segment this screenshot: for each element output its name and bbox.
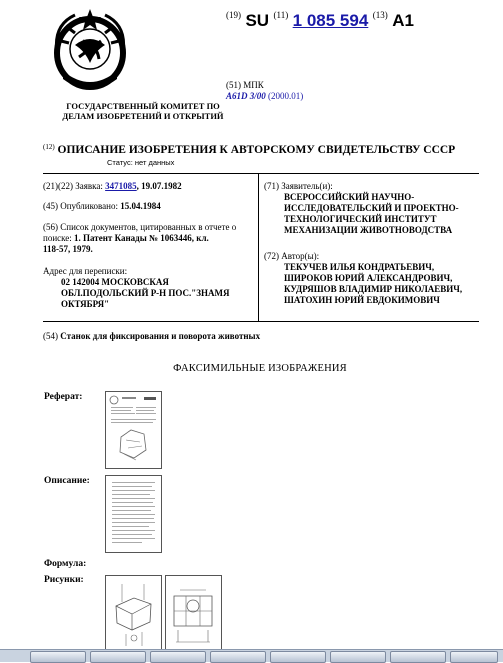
application-label: (21)(22) Заявка: xyxy=(43,181,103,191)
drawing-thumbnail-2[interactable] xyxy=(165,575,222,651)
author-name: КУДРЯШОВ ВЛАДИМИР НИКОЛАЕВИЧ, xyxy=(284,284,463,294)
cited-line: (56) Список документов, цитированных в отчете о xyxy=(43,222,237,232)
title-text: ОПИСАНИЕ ИЗОБРЕТЕНИЯ К АВТОРСКОМУ СВИДЕТЕЛЬСТВУ СССР xyxy=(57,144,456,156)
application-date: , 19.07.1982 xyxy=(136,181,182,191)
applicant-line: ИССЛЕДОВАТЕЛЬСКИЙ И ПРОЕКТНО- xyxy=(284,203,459,213)
drawings-label: Рисунки: xyxy=(44,575,84,585)
address-label: Адрес для переписки: xyxy=(43,266,128,276)
code-54: (54) xyxy=(43,331,58,341)
address-line: ОКТЯБРЯ" xyxy=(61,299,110,309)
mpk-code-link[interactable]: A61D 3/00 xyxy=(226,91,266,101)
author-info xyxy=(264,251,479,306)
formula-label: Формула: xyxy=(44,559,87,569)
invention-title: Станок для фиксирования и поворота животных xyxy=(60,331,261,341)
applicant-line: МЕХАНИЗАЦИИ ЖИВОТНОВОДСТВА xyxy=(284,225,453,235)
document-title xyxy=(43,143,455,156)
application-info xyxy=(43,181,253,192)
mpk-label: (51) МПК xyxy=(226,80,264,90)
ussr-emblem-icon xyxy=(45,5,135,97)
cited-patent-class: 118-57, 1979. xyxy=(43,244,93,254)
invention-name xyxy=(43,331,260,341)
committee-line: ДЕЛАМ ИЗОБРЕТЕНИЙ И ОТКРЫТИЙ xyxy=(62,111,224,121)
applicant-label: (71) Заявитель(и): xyxy=(264,181,333,191)
taskbar-button[interactable] xyxy=(270,651,326,663)
applicant-line: ТЕХНОЛОГИЧЕСКИЙ ИНСТИТУТ xyxy=(284,214,437,224)
patent-header xyxy=(226,10,414,31)
taskbar-button[interactable] xyxy=(450,651,498,663)
mpk-edition-link[interactable]: (2000.01) xyxy=(268,91,304,101)
taskbar-button[interactable] xyxy=(150,651,206,663)
abstract-label: Реферат: xyxy=(44,392,83,402)
application-number-link[interactable]: 3471085 xyxy=(105,181,137,191)
country-code: SU xyxy=(245,11,270,30)
taskbar-button[interactable] xyxy=(90,651,146,663)
code-19: (19) xyxy=(226,10,241,20)
applicant-info xyxy=(264,181,479,236)
taskbar-button[interactable] xyxy=(30,651,86,663)
correspondence-address xyxy=(43,266,253,310)
description-thumbnail[interactable] xyxy=(105,475,162,553)
taskbar-button[interactable] xyxy=(210,651,266,663)
mpk-block xyxy=(226,80,303,102)
published-date: 15.04.1984 xyxy=(120,201,161,211)
kind-code: A1 xyxy=(392,11,414,30)
table-top-border xyxy=(43,173,479,174)
published-info xyxy=(43,201,253,212)
table-divider xyxy=(258,173,259,321)
description-label: Описание: xyxy=(44,476,90,486)
abstract-thumbnail[interactable] xyxy=(105,391,162,469)
cited-patent: 1. Патент Канады № 1063446, кл. xyxy=(74,233,209,243)
committee-name xyxy=(58,101,228,121)
author-name: ШАТОХИН ЮРИЙ ЕВДОКИМОВИЧ xyxy=(284,295,440,305)
taskbar-button[interactable] xyxy=(390,651,446,663)
author-name: ТЕКУЧЕВ ИЛЬЯ КОНДРАТЬЕВИЧ, xyxy=(284,262,435,272)
code-12: (12) xyxy=(43,143,55,151)
code-13: (13) xyxy=(372,10,388,20)
address-line: 02 142004 МОСКОВСКАЯ xyxy=(61,277,169,287)
table-bottom-border xyxy=(43,321,479,322)
cited-line: поиске: xyxy=(43,233,72,243)
address-line: ОБЛ.ПОДОЛЬСКИЙ Р-Н ПОС."ЗНАМЯ xyxy=(61,288,230,298)
patent-number-link[interactable]: 1 085 594 xyxy=(292,11,369,30)
code-11: (11) xyxy=(273,10,289,20)
drawing-thumbnail-1[interactable] xyxy=(105,575,162,651)
applicant-line: ВСЕРОССИЙСКИЙ НАУЧНО- xyxy=(284,192,415,202)
author-label: (72) Автор(ы): xyxy=(264,251,320,261)
cited-documents xyxy=(43,222,253,255)
facsimile-heading: ФАКСИМИЛЬНЫЕ ИЗОБРАЖЕНИЯ xyxy=(173,363,347,374)
committee-line: ГОСУДАРСТВЕННЫЙ КОМИТЕТ ПО xyxy=(66,101,220,111)
taskbar-button[interactable] xyxy=(330,651,386,663)
published-label: (45) Опубликовано: xyxy=(43,201,118,211)
status-text: Статус: нет данных xyxy=(107,158,175,167)
author-name: ШИРОКОВ ЮРИЙ АЛЕКСАНДРОВИЧ, xyxy=(284,273,453,283)
